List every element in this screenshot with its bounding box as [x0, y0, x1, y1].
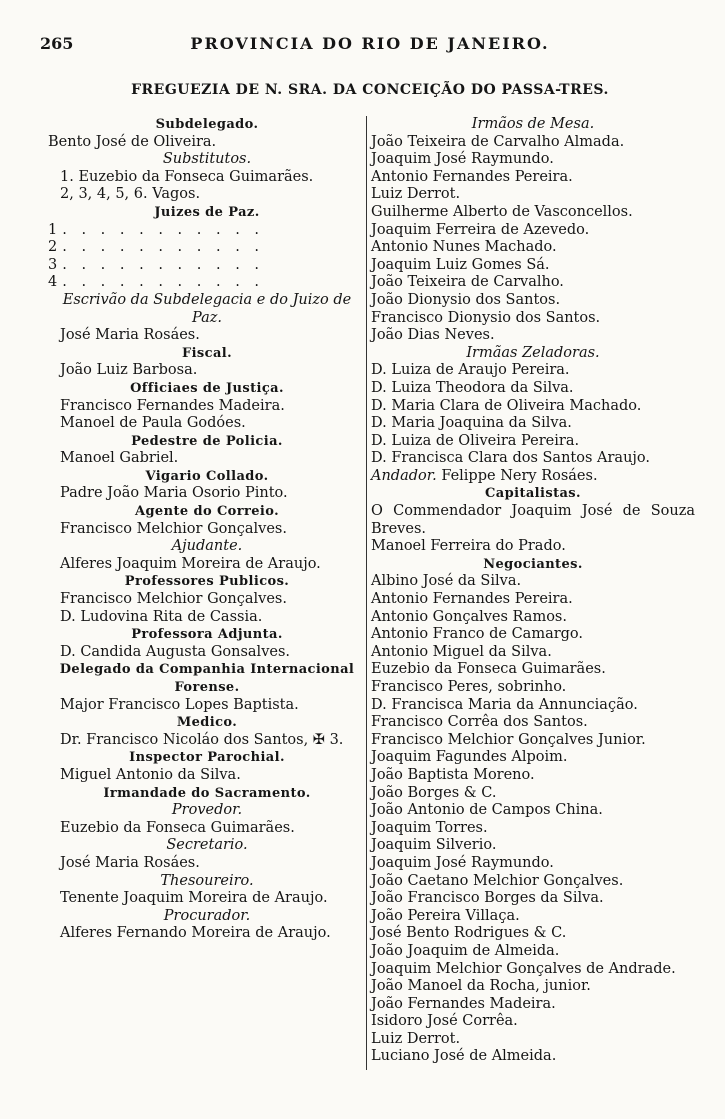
page-header	[40, 34, 700, 58]
entry-negociante: Joaquim Fagundes Alpoim.	[371, 749, 568, 766]
entry-irma: D. Maria Clara de Oliveira Machado.	[371, 397, 642, 414]
entry-irmao: Joaquim Luiz Gomes Sá.	[371, 256, 550, 273]
entry-substituto: 2, 3, 4, 5, 6. Vagos.	[60, 186, 201, 203]
entry-delegado: Major Francisco Lopes Baptista.	[60, 696, 299, 713]
entry-agente: Francisco Melchior Gonçalves.	[60, 520, 287, 537]
heading-capitalistas: Capitalistas.	[485, 486, 581, 502]
entry-subdelegado: Bento José de Oliveira.	[48, 133, 217, 150]
entry-ajudante: Alferes Joaquim Moreira de Araujo.	[60, 555, 321, 572]
heading-inspector: Inspector Parochial.	[129, 750, 285, 766]
entry-negociante: Luiz Derrot.	[371, 1030, 461, 1047]
entry-negociante: Joaquim José Raymundo.	[371, 854, 554, 871]
entry-juiz: 3. . . . . . . . . . .	[48, 256, 265, 273]
heading-thesoureiro: Thesoureiro.	[160, 872, 254, 889]
entry-irmao: Joaquim José Raymundo.	[371, 151, 554, 168]
entry-irmao: Francisco Dionysio dos Santos.	[371, 309, 601, 326]
section-title: FREGUEZIA DE N. SRA. DA CONCEIÇÃO DO PASSA-TRES.	[131, 82, 609, 98]
entry-irma: D. Luiza Theodora da Silva.	[371, 379, 574, 396]
entry-escrivao: José Maria Rosáes.	[60, 327, 200, 344]
heading-subdelegado: Subdelegado.	[155, 117, 259, 132]
entry-irmao: João Teixeira de Carvalho.	[371, 274, 564, 291]
entry-negociante: Albino José da Silva.	[371, 573, 522, 590]
entry-negociante: João Manoel da Rocha, junior.	[371, 978, 591, 995]
page-title: PROVINCIA DO RIO DE JANEIRO.	[190, 34, 550, 53]
entry-negociante: Antonio Gonçalves Ramos.	[371, 608, 567, 625]
page-number: 265	[40, 34, 74, 53]
heading-delegado: Delegado da Companhia Internacional Forense.	[59, 662, 355, 695]
entry-negociante: João Fernandes Madeira.	[371, 995, 556, 1012]
entry-negociante: Joaquim Melchior Gonçalves de Andrade.	[371, 960, 676, 977]
heading-professores: Professores Publicos.	[124, 574, 290, 590]
entry-medico: Dr. Francisco Nicoláo dos Santos, ✠ 3.	[60, 731, 344, 748]
heading-pedestre: Pedestre de Policia.	[131, 433, 283, 449]
entry-irmao: João Teixeira de Carvalho Almada.	[371, 133, 625, 150]
entry-negociante: Joaquim Torres.	[371, 819, 488, 836]
heading-substitutos: Substitutos.	[162, 151, 252, 168]
entry-irmao: Antonio Nunes Machado.	[371, 239, 557, 256]
entry-negociante: Luciano José de Almeida.	[371, 1048, 557, 1065]
entry-negociante: Antonio Franco de Camargo.	[371, 626, 584, 643]
entry-irmao: João Dias Neves.	[371, 327, 495, 344]
left-column	[48, 116, 366, 943]
andador-name: Felippe Nery Rosáes.	[441, 467, 598, 484]
entry-negociante: Isidoro José Corrêa.	[371, 1013, 518, 1030]
entry-irmao: João Dionysio dos Santos.	[371, 291, 561, 308]
heading-secretario: Secretario.	[166, 837, 248, 854]
heading-procurador: Procurador.	[163, 907, 251, 924]
entry-negociante: João Borges & C.	[371, 784, 497, 801]
entry-fiscal: João Luiz Barbosa.	[60, 362, 198, 379]
entry-negociante: João Joaquim de Almeida.	[371, 942, 560, 959]
entry-negociante: Francisco Peres, sobrinho.	[371, 679, 567, 695]
heading-vigario: Vigario Collado.	[145, 468, 269, 484]
entry-negociante: Euzebio da Fonseca Guimarães.	[371, 661, 606, 678]
heading-professora: Professora Adjunta.	[131, 627, 283, 643]
entry-professora: D. Candida Augusta Gonsalves.	[60, 643, 291, 660]
entry-official: Manoel de Paula Godóes.	[60, 415, 246, 432]
andador-label: Andador.	[371, 467, 437, 484]
entry-irmao: Antonio Fernandes Pereira.	[371, 168, 573, 185]
negociantes-list	[371, 573, 695, 1066]
entry-negociante: João Francisco Borges da Silva.	[371, 890, 604, 907]
entry-professor: D. Ludovina Rita de Cassia.	[60, 608, 263, 625]
irmaos-list	[371, 134, 695, 345]
entry-thesoureiro: Tenente Joaquim Moreira de Araujo.	[60, 890, 328, 907]
column-divider	[366, 116, 367, 1070]
entry-irmao: Luiz Derrot.	[371, 186, 461, 203]
entry-negociante: João Baptista Moreno.	[371, 766, 535, 783]
heading-irmaos: Irmãos de Mesa.	[471, 116, 595, 132]
entry-irmao: Guilherme Alberto de Vasconcellos.	[371, 203, 633, 220]
heading-fiscal: Fiscal.	[181, 345, 233, 361]
entry-irma: D. Luiza de Oliveira Pereira.	[371, 432, 580, 449]
entry-inspector: Miguel Antonio da Silva.	[60, 766, 241, 783]
entry-negociante: Francisco Corrêa dos Santos.	[371, 714, 588, 731]
heading-agente: Agente do Correio.	[134, 504, 280, 520]
heading-irmandade: Irmandade do Sacramento.	[103, 785, 311, 801]
entry-capitalista: Manoel Ferreira do Prado.	[371, 538, 566, 555]
entry-negociante: João Pereira Villaça.	[371, 907, 520, 924]
entry-andador	[371, 468, 695, 486]
entry-provedor: Euzebio da Fonseca Guimarães.	[60, 819, 295, 836]
heading-juizes: Juizes de Paz.	[154, 204, 260, 220]
entry-negociante: Joaquim Silverio.	[371, 837, 497, 854]
entry-negociante: Antonio Fernandes Pereira.	[371, 591, 573, 608]
entry-irma: D. Francisca Clara dos Santos Araujo.	[371, 450, 650, 467]
entry-official: Francisco Fernandes Madeira.	[60, 397, 285, 414]
entry-pedestre: Manoel Gabriel.	[60, 450, 179, 467]
entry-secretario: José Maria Rosáes.	[60, 854, 200, 871]
entry-vigario: Padre João Maria Osorio Pinto.	[60, 485, 288, 502]
heading-escrivao: Escrivão da Subdelegacia e do Juizo de Paz.	[62, 291, 352, 326]
entry-negociante: João Antonio de Campos China.	[371, 802, 603, 819]
heading-officiaes: Officiaes de Justiça.	[130, 380, 284, 396]
heading-provedor: Provedor.	[171, 802, 243, 819]
entry-negociante: Antonio Miguel da Silva.	[371, 643, 552, 660]
entry-juiz: 1. . . . . . . . . . .	[48, 221, 265, 238]
irmas-list	[371, 362, 695, 468]
heading-medico: Medico.	[176, 715, 238, 731]
entry-irmao: Joaquim Ferreira de Azevedo.	[371, 221, 590, 238]
entry-negociante: João Caetano Melchior Gonçalves.	[371, 872, 624, 889]
entry-juiz: 4. . . . . . . . . . .	[48, 274, 265, 291]
entry-substituto: 1. Euzebio da Fonseca Guimarães.	[60, 168, 314, 185]
entry-juiz: 2. . . . . . . . . . .	[48, 239, 265, 256]
heading-ajudante: Ajudante.	[171, 538, 243, 555]
entry-capitalista: O Commendador Joaquim José de Souza Breves.	[371, 503, 695, 537]
entry-professor: Francisco Melchior Gonçalves.	[60, 591, 287, 608]
heading-negociantes: Negociantes.	[483, 556, 583, 572]
right-column	[369, 116, 695, 1066]
entry-negociante: José Bento Rodrigues & C.	[371, 925, 567, 942]
entry-procurador: Alferes Fernando Moreira de Araujo.	[60, 925, 331, 942]
entry-irma: D. Luiza de Araujo Pereira.	[371, 362, 570, 379]
entry-negociante: D. Francisca Maria da Annunciação.	[371, 696, 638, 713]
heading-irmas: Irmãas Zeladoras.	[466, 344, 600, 361]
entry-irma: D. Maria Joaquina da Silva.	[371, 415, 572, 432]
entry-negociante: Francisco Melchior Gonçalves Junior.	[371, 731, 646, 748]
